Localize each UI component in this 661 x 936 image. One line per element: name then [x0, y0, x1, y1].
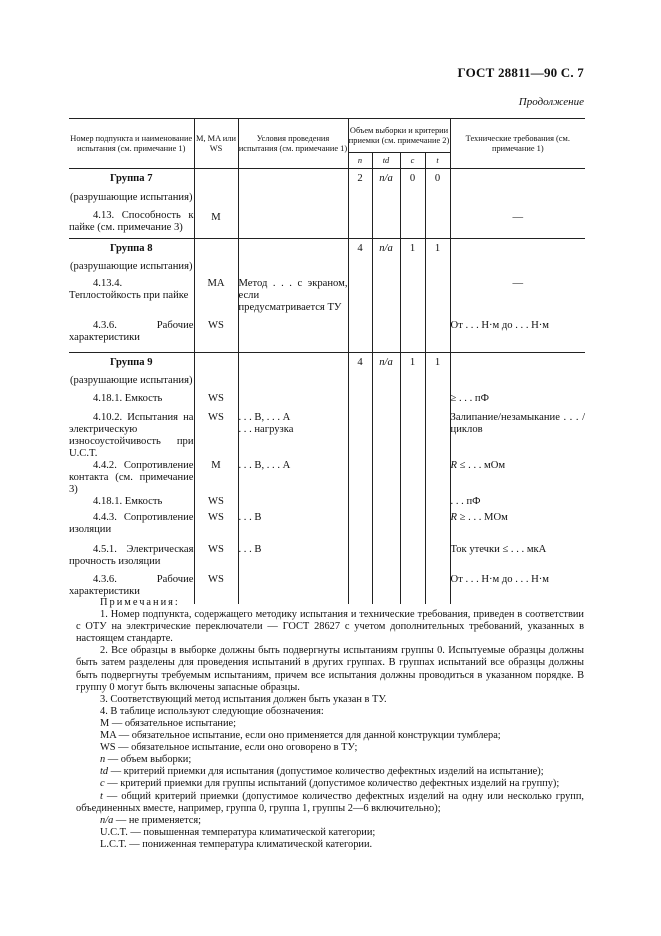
test-condition: . . . В: [238, 512, 348, 544]
test-name: 4.4.2. Сопротивление контакта (см. примечание 3): [69, 460, 194, 495]
group-subtitle: (разрушающие испытания): [70, 192, 193, 203]
group-title: Группа 8: [109, 243, 153, 254]
tech-requirement: —: [450, 275, 585, 320]
group-title: Группа 7: [109, 173, 153, 184]
definition-t: t — общий критерий приемки (допустимое количество дефектных изделий на одну или несколько групп, объединенных вместе, например, группа 0, группа 1, группы 2—6 включительно);: [76, 790, 584, 814]
table-row: [69, 512, 585, 544]
test-condition: . . . В: [238, 544, 348, 574]
header-sample-size: Объем выборки и критерии приемки (см. примечание 2): [348, 119, 450, 153]
definition-td: td — критерий приемки для испытания (допустимое количество дефектных изделий на испытание);: [100, 766, 544, 778]
header-tech-requirements: Технические требования (см. примечание 1): [450, 119, 585, 169]
resistance-symbol: R: [450, 460, 458, 471]
tech-requirement: ≥ . . . пФ: [450, 391, 585, 412]
header-n: n: [348, 153, 372, 169]
requirement-code: WS: [194, 544, 238, 574]
requirement-code: MA: [194, 275, 238, 320]
requirement-code: WS: [194, 391, 238, 412]
table-row: [69, 544, 585, 574]
symbol-c: c: [100, 778, 105, 790]
group-subtitle: (разрушающие испытания): [70, 375, 193, 386]
tech-requirement: [450, 460, 585, 496]
requirement-code: M: [194, 210, 238, 239]
document-code: ГОСТ 28811—90 С. 7: [457, 65, 584, 80]
table-row: [69, 412, 585, 460]
test-name: 4.18.1. Емкость: [93, 496, 163, 507]
test-name: 4.4.3. Сопротивление изоляции: [69, 512, 194, 535]
table-row: [69, 375, 585, 391]
note-1: 1. Номер подпункта, содержащего методику испытания и технические требования, приведен в соответствии с ОТУ на электрические переключатели — ГОСТ 28627 с учетом дополнительных требований, указанных в настоящем стандарте.: [76, 609, 584, 645]
definition-lct: L.C.T. — пониженная температура климатической категории.: [100, 838, 373, 850]
requirement-code: WS: [194, 412, 238, 460]
test-condition: . . . нагрузка: [238, 424, 294, 435]
header-td: td: [372, 153, 400, 169]
note-4: 4. В таблице используют следующие обозначения:: [100, 705, 324, 717]
header-c: c: [400, 153, 425, 169]
header-t: t: [425, 153, 450, 169]
table-row: [69, 169, 585, 193]
requirement-code: WS: [194, 512, 238, 544]
definition-n: n — объем выборки;: [100, 754, 192, 766]
tech-requirement: . . . пФ: [450, 496, 585, 512]
header-requirement-code: M, MA или WS: [194, 119, 238, 169]
cell-td: n/a: [372, 353, 400, 376]
header-test-name: Номер подпункта и наименование испытания (см. примечание 1): [70, 133, 193, 153]
requirement-code: M: [194, 460, 238, 496]
table-row: [69, 391, 585, 412]
table-row: [69, 192, 585, 210]
tech-requirement: —: [450, 210, 585, 239]
definition-ma: MA — обязательное испытание, если оно применяется для данной конструкции тумблера;: [100, 730, 501, 742]
resistance-symbol: R: [450, 512, 458, 523]
definition-uct: U.C.T. — повышенная температура климатической категории;: [100, 826, 376, 838]
note-2: 2. Все образцы в выборке должны быть подвергнуты испытаниям группы 0. Испытуемые образцы должны быть затем разделены для проведения испытаний в других группах. В группах испытаний все образцы должны быть подвергнуты требуемым испытаниям, причем все испытания должны проводиться в указанном порядке. В группу 0 могут быть включены запасные образцы.: [76, 645, 584, 693]
requirement-code: WS: [194, 320, 238, 353]
test-name: 4.10.2. Испытания на электрическую износоустойчивость при U.C.T.: [69, 412, 194, 459]
requirement-code: WS: [194, 496, 238, 512]
table-row: [69, 496, 585, 512]
tech-requirement: Ток утечки ≤ . . . мкА: [450, 544, 585, 574]
definition-na: n/a — не применяется;: [100, 814, 202, 826]
notes-title: Примечания:: [100, 597, 180, 608]
cell-td: n/a: [372, 239, 400, 262]
cell-c: 0: [400, 169, 425, 193]
cell-t: 1: [425, 239, 450, 262]
test-condition: . . . В, . . . А: [238, 460, 348, 496]
table-row: [69, 210, 585, 239]
symbol-na: n/a: [100, 814, 114, 826]
cell-td: n/a: [372, 169, 400, 193]
test-name: 4.18.1. Емкость: [93, 393, 163, 404]
table-row: [69, 353, 585, 376]
definition-m: M — обязательное испытание;: [100, 717, 237, 729]
test-condition: Метод . . . с экраном, если предусматривается ТУ: [238, 275, 348, 320]
header-test-conditions: Условия проведения испытания (см. примечание 1): [238, 119, 348, 169]
tech-requirement: От . . . Н·м до . . . Н·м: [450, 574, 585, 604]
cell-c: 1: [400, 239, 425, 262]
continuation-label: Продолжение: [518, 96, 584, 108]
table-row: [69, 275, 585, 320]
requirement-value: ≥ . . . МОм: [457, 512, 508, 523]
test-table: [69, 118, 585, 604]
table-row: [69, 320, 585, 353]
notes-section: [76, 597, 584, 851]
note-3: 3. Соответствующий метод испытания должен быть указан в ТУ.: [100, 693, 387, 705]
cell-n: 4: [348, 239, 372, 262]
symbol-n: n: [100, 754, 106, 766]
table-row: [69, 239, 585, 262]
test-condition: . . . В, . . . А: [238, 412, 291, 423]
cell-t: 0: [425, 169, 450, 193]
table-row: [69, 460, 585, 496]
definition-ws: WS — обязательное испытание, если оно оговорено в ТУ;: [100, 742, 358, 754]
cell-n: 4: [348, 353, 372, 376]
cell-n: 2: [348, 169, 372, 193]
test-name: 4.3.6. Рабочие характеристики: [69, 574, 194, 597]
tech-requirement: От . . . Н·м до . . . Н·м: [450, 320, 585, 353]
tech-requirement: Залипание/незамыкание . . . /циклов: [450, 412, 585, 460]
symbol-td: td: [100, 766, 109, 778]
requirement-value: ≤ . . . мОм: [457, 460, 506, 471]
table-row: [69, 261, 585, 275]
symbol-t: t: [100, 790, 103, 802]
definition-c: c — критерий приемки для группы испытаний (допустимое количество дефектных изделий на группу);: [100, 778, 560, 790]
requirement-code: WS: [194, 574, 238, 604]
group-title: Группа 9: [109, 357, 153, 368]
cell-c: 1: [400, 353, 425, 376]
test-name: 4.5.1. Электрическая прочность изоляции: [69, 544, 194, 567]
cell-t: 1: [425, 353, 450, 376]
test-name: 4.3.6. Рабочие характеристики: [69, 320, 194, 343]
test-name: 4.13.4. Теплостойкость при пайке: [69, 278, 189, 301]
tech-requirement: [450, 512, 585, 544]
group-subtitle: (разрушающие испытания): [70, 261, 193, 272]
test-name: 4.13. Способность к пайке (см. примечание 3): [69, 210, 194, 233]
